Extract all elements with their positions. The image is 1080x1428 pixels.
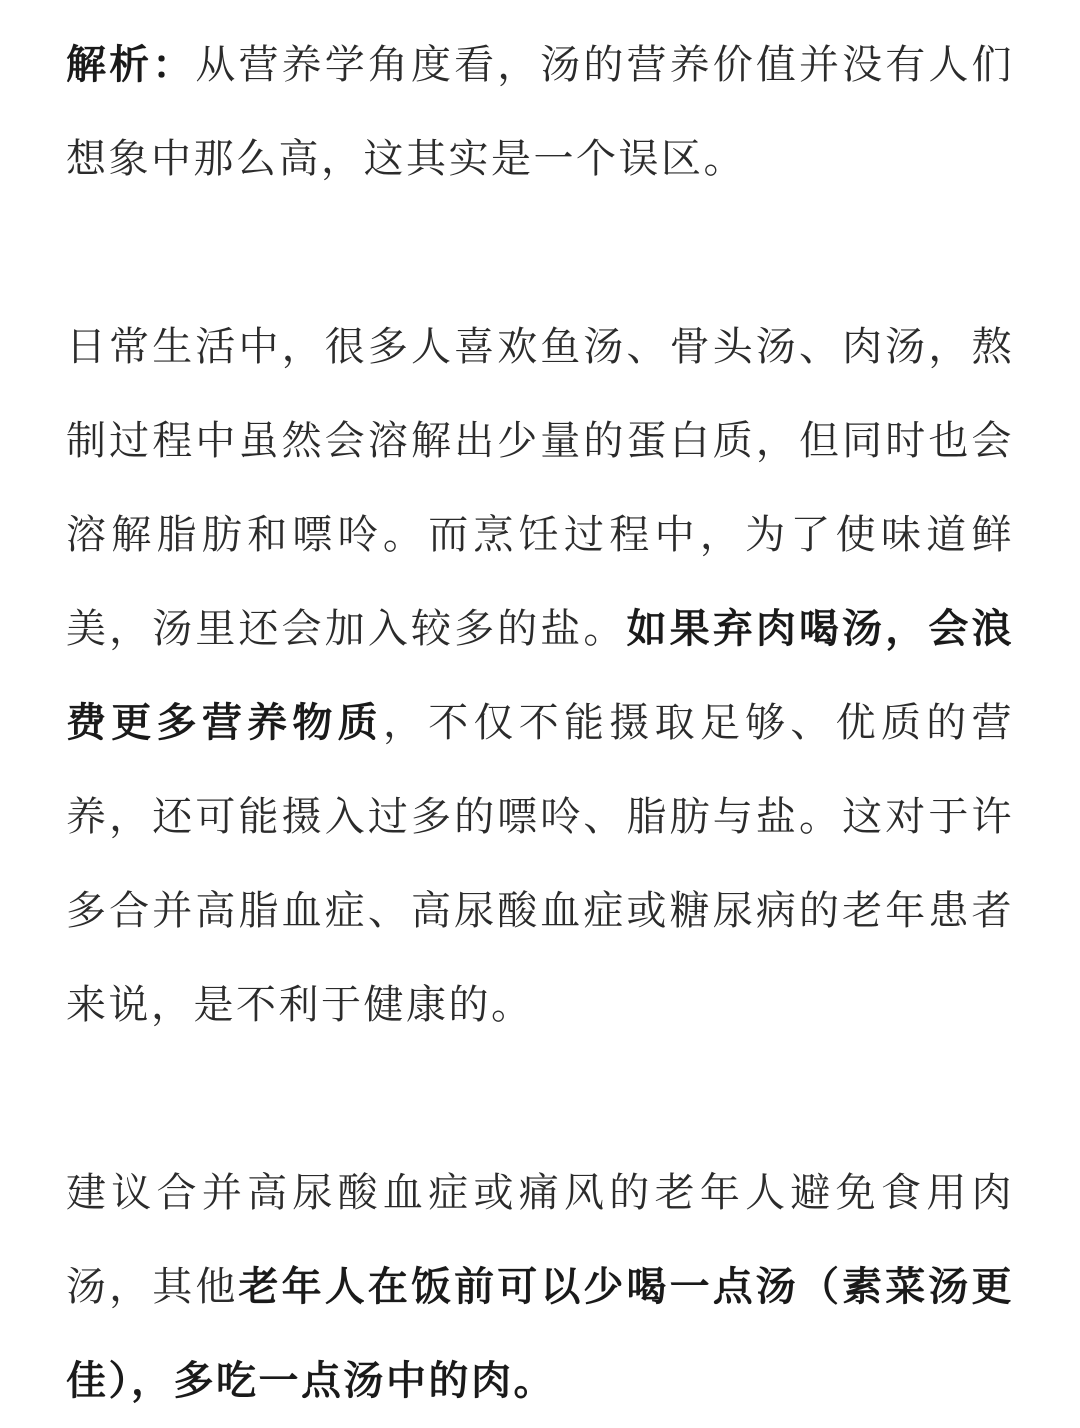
analysis-text: 从营养学角度看，汤的营养价值并没有人们想象中那么高，这其实是一个误区。 (66, 42, 1015, 182)
paragraph-daily-life (66, 300, 1014, 1052)
paragraph-advice (66, 1146, 1014, 1428)
daily-life-emphasis: 如果弃肉喝汤，会浪费更多营养物质 (66, 606, 1015, 746)
advice-text: 建议合并高尿酸血症或痛风的老年人避免食用肉汤，其他 (66, 1170, 1014, 1310)
daily-life-text-continued: ，不仅不能摄取足够、优质的营养，还可能摄入过多的嘌呤、脂肪与盐。这对于许多合并高脂血症、高尿酸血症或糖尿病的老年患者来说，是不利于健康的。 (66, 700, 1015, 1028)
analysis-label: 解析： (66, 42, 196, 88)
article-body (66, 18, 1014, 1428)
daily-life-text: 日常生活中，很多人喜欢鱼汤、骨头汤、肉汤，熬制过程中虽然会溶解出少量的蛋白质，但同时也会溶解脂肪和嘌呤。而烹饪过程中，为了使味道鲜美，汤里还会加入较多的盐。 (66, 324, 1014, 652)
paragraph-analysis (66, 18, 1014, 206)
advice-emphasis: 老年人在饭前可以少喝一点汤（素菜汤更佳），多吃一点汤中的肉。 (66, 1264, 1015, 1404)
